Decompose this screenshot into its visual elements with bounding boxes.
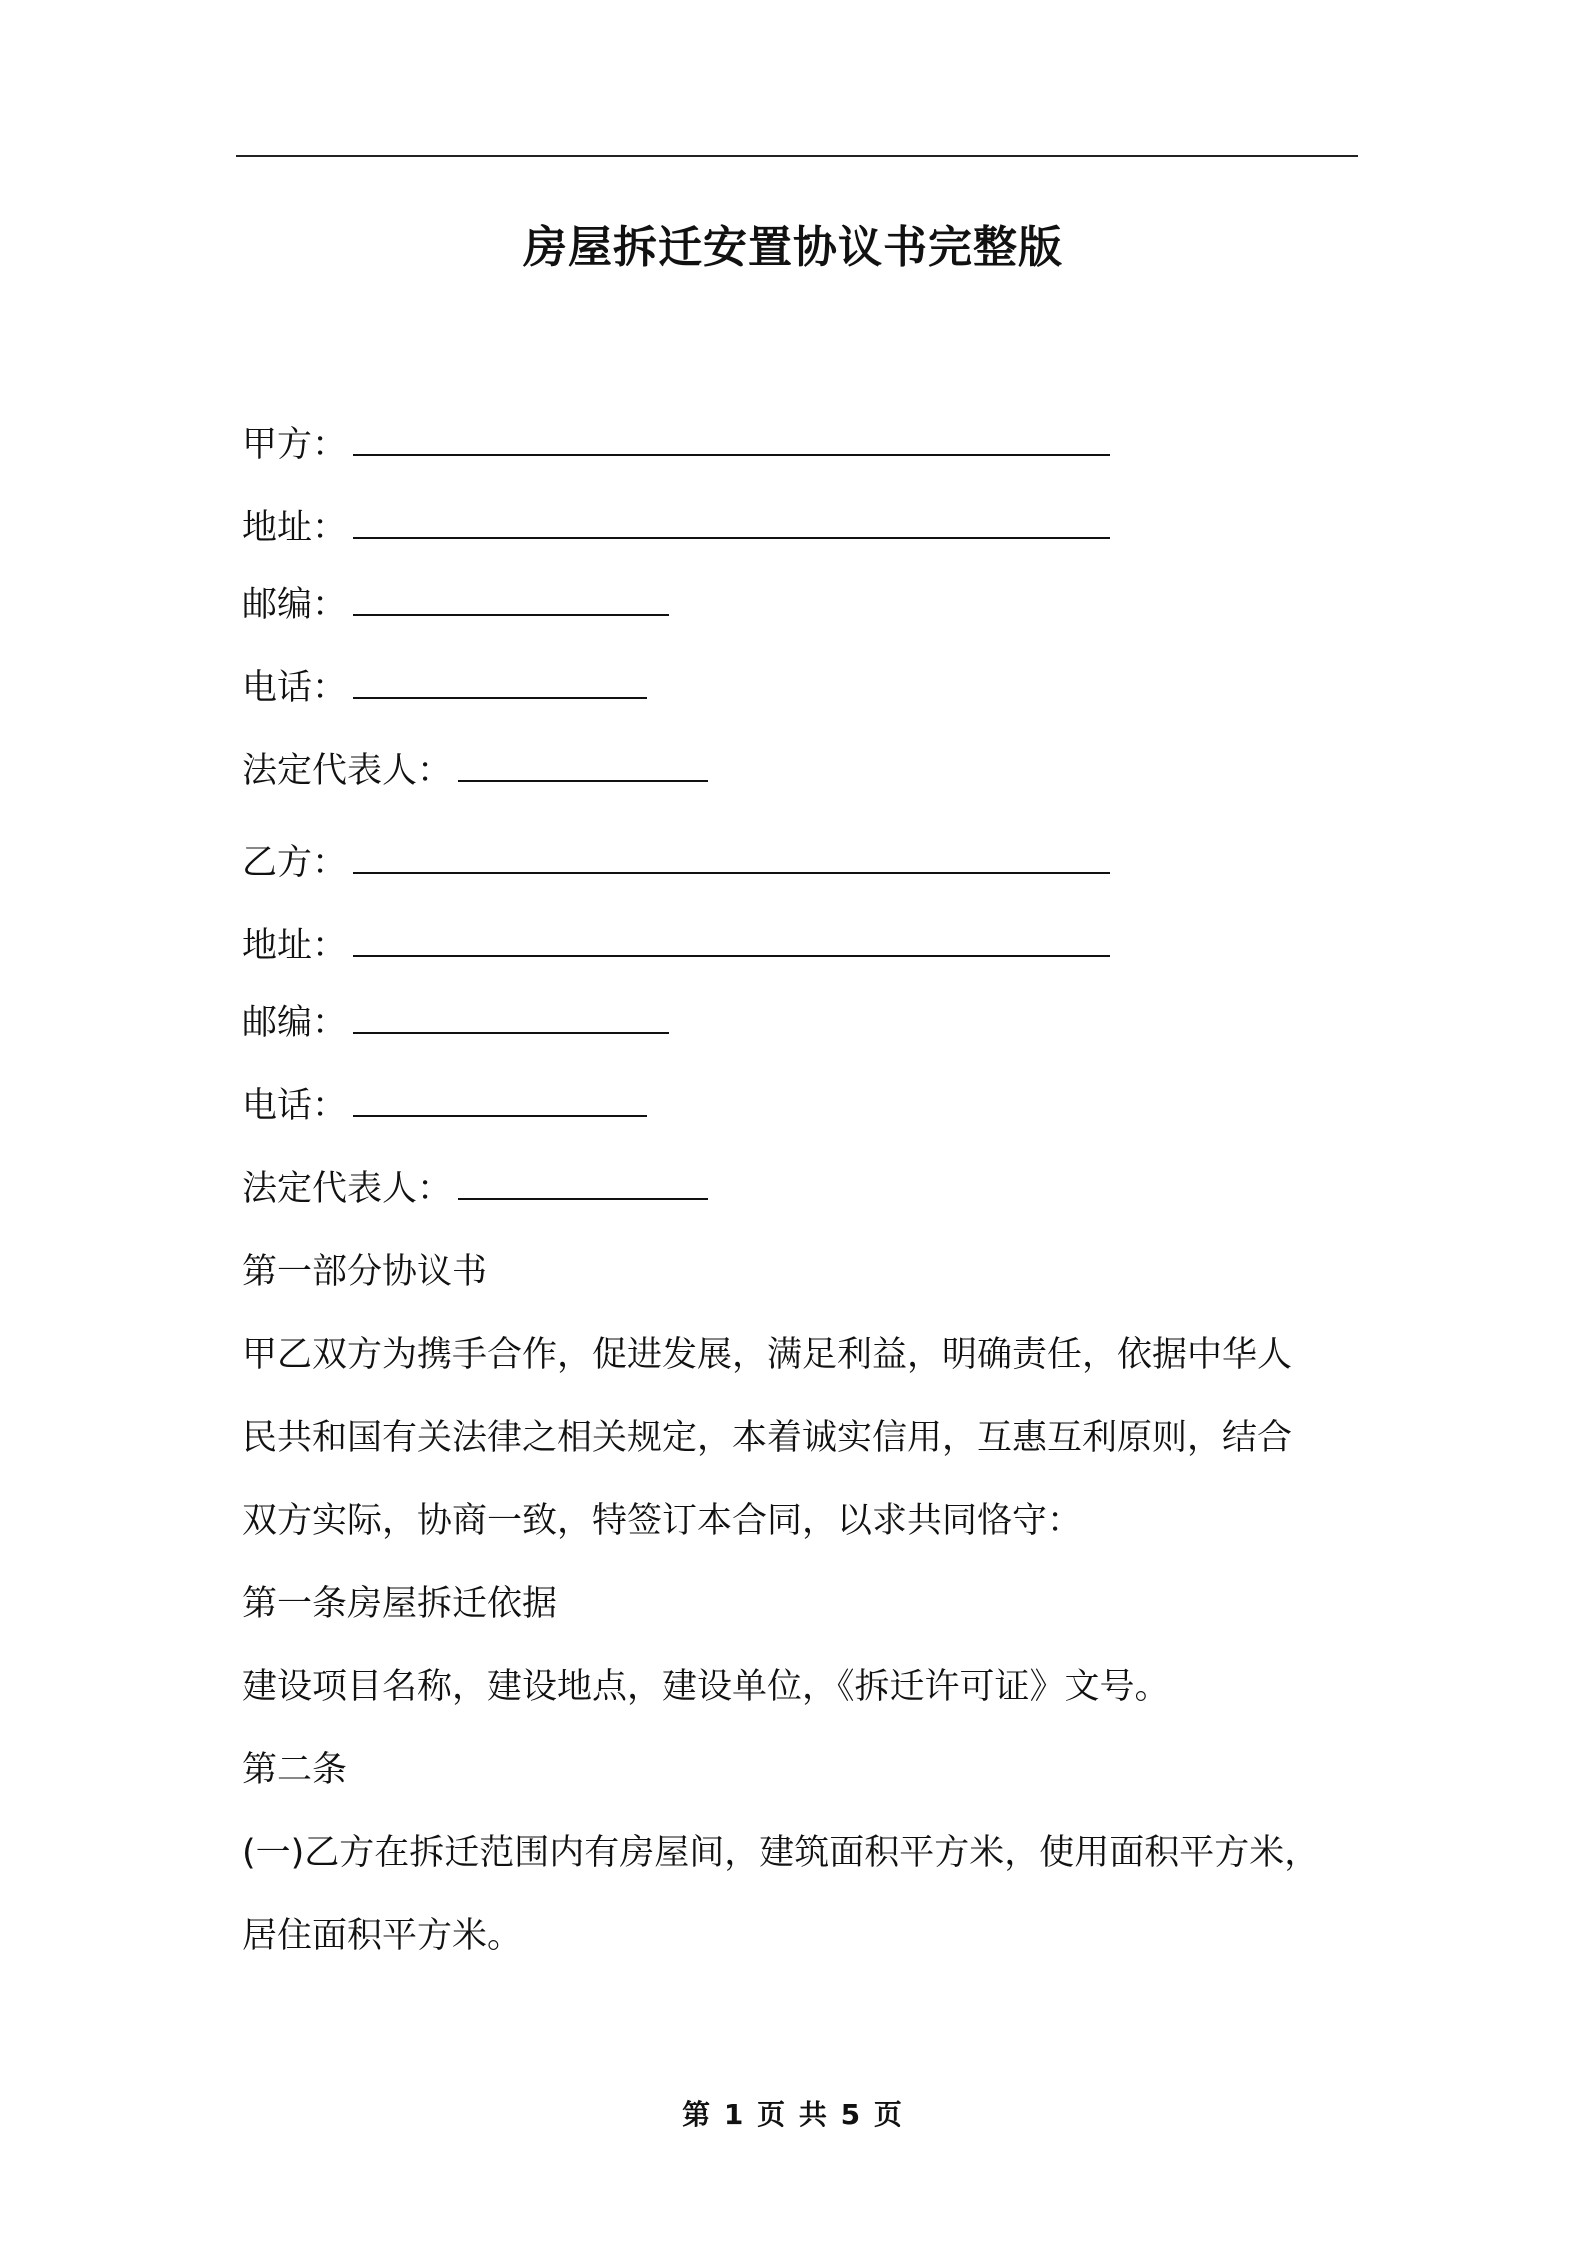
party-b-rep-field [242,1164,708,1214]
header-rule [236,155,1358,157]
intro-line-2: 民共和国有关法律之相关规定，本着诚实信用，互惠互利原则，结合 [242,1418,1293,1458]
party-a-rep-blank[interactable] [458,746,708,782]
document-title: 房屋拆迁安置协议书完整版 [523,222,1063,273]
page-number-footer: 第 1 页 共 5 页 [682,2098,904,2131]
intro-line-3: 双方实际，协商一致，特签订本合同，以求共同恪守： [242,1501,1083,1541]
party-b-phone-label: 电话： [242,1086,348,1126]
party-b-postcode-label: 邮编： [242,1003,348,1043]
party-b-name-field [242,838,1110,888]
party-b-phone-field [242,1081,647,1131]
party-a-name-blank[interactable] [353,420,1110,456]
party-b-postcode-blank[interactable] [353,998,669,1034]
party-b-address-label: 地址： [242,926,348,966]
party-a-address-field [242,503,1110,553]
party-b-phone-blank[interactable] [353,1081,647,1117]
party-b-address-field [242,921,1110,971]
party-a-rep-label: 法定代表人： [242,751,453,791]
party-b-postcode-field [242,998,669,1048]
party-a-postcode-field [242,580,669,630]
party-b-rep-label: 法定代表人： [242,1169,453,1209]
article-one-heading: 第一条房屋拆迁依据 [242,1584,558,1624]
party-a-postcode-blank[interactable] [353,580,669,616]
party-a-address-blank[interactable] [353,503,1110,539]
party-b-name-label: 乙方： [242,843,348,883]
party-b-name-blank[interactable] [353,838,1110,874]
article-two-line-2: 居住面积平方米。 [242,1916,523,1956]
party-a-phone-label: 电话： [242,668,348,708]
part-one-heading: 第一部分协议书 [242,1252,488,1292]
party-b-address-blank[interactable] [353,921,1110,957]
article-one-text: 建设项目名称，建设地点，建设单位，《拆迁许可证》文号。 [242,1667,1170,1707]
party-a-address-label: 地址： [242,508,348,548]
party-a-phone-blank[interactable] [353,663,647,699]
party-b-rep-blank[interactable] [458,1164,708,1200]
party-a-name-field [242,420,1110,470]
article-two-line-1: (一)乙方在拆迁范围内有房屋间，建筑面积平方米，使用面积平方米， [242,1833,1320,1873]
party-a-name-label: 甲方： [242,425,348,465]
article-two-heading: 第二条 [242,1750,348,1790]
party-a-rep-field [242,746,708,796]
party-a-phone-field [242,663,647,713]
party-a-postcode-label: 邮编： [242,585,348,625]
intro-line-1: 甲乙双方为携手合作，促进发展，满足利益，明确责任，依据中华人 [242,1335,1293,1375]
